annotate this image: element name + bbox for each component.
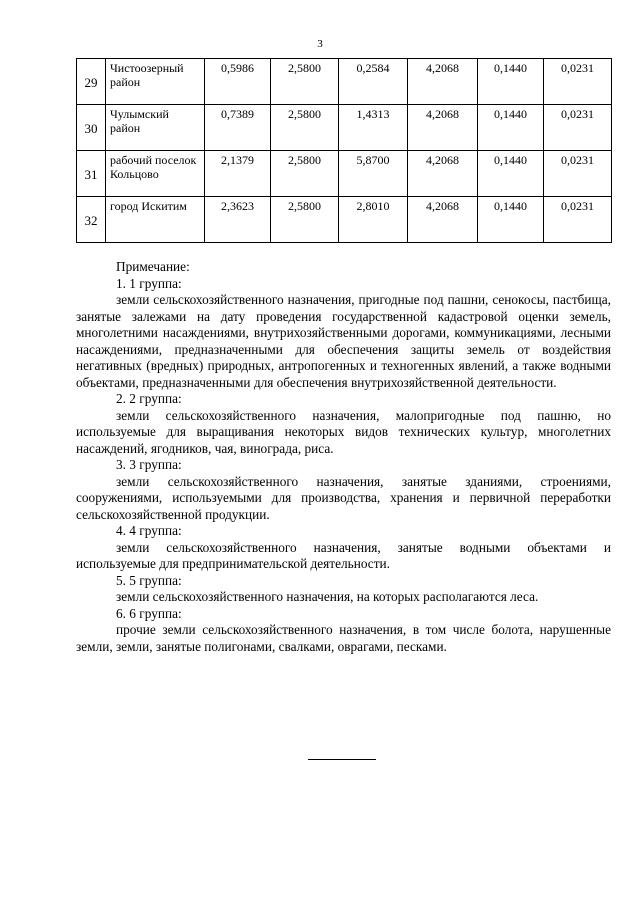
table-cell: 5,8700 — [339, 151, 408, 197]
row-number: 31 — [77, 151, 106, 197]
group-description: земли сельскохозяйственного назначения, занятые водными объектами и используемые для предпринимательской деятельности. — [76, 539, 611, 571]
table-cell: 0,1440 — [478, 197, 544, 243]
table-cell: 0,1440 — [478, 105, 544, 151]
notes-section — [76, 259, 611, 655]
group-heading: 6. 6 группа: — [116, 605, 182, 621]
table-cell: 0,5986 — [205, 59, 271, 105]
table-row — [77, 197, 612, 243]
table-cell: 2,5800 — [271, 197, 339, 243]
row-number: 29 — [77, 59, 106, 105]
end-divider — [308, 759, 376, 760]
group-heading: 1. 1 группа: — [116, 275, 182, 291]
table-cell: 0,7389 — [205, 105, 271, 151]
table-cell: 0,0231 — [544, 197, 612, 243]
row-number: 30 — [77, 105, 106, 151]
group-description: земли сельскохозяйственного назначения, занятые зданиями, строениями, сооружениями, используемыми для производства, хранения и первичной переработки сельскохозяйственной продукции. — [76, 473, 611, 522]
table-cell: 2,5800 — [271, 105, 339, 151]
table-cell: 0,1440 — [478, 59, 544, 105]
group-description: земли сельскохозяйственного назначения, на которых располагаются леса. — [116, 589, 539, 604]
table-cell: 1,4313 — [339, 105, 408, 151]
table-cell: 0,2584 — [339, 59, 408, 105]
table-cell: 4,2068 — [408, 105, 478, 151]
group-heading: 5. 5 группа: — [116, 572, 182, 588]
coefficients-table — [76, 58, 612, 243]
table-cell: 0,0231 — [544, 59, 612, 105]
group-description: земли сельскохозяйственного назначения, пригодные под пашни, сенокосы, пастбища, занятые залежами на дату проведения государственной кадастровой оценки земель, многолетними насаждениями, внутрихозяйственными дорогами, коммуникациями, лесными насаждениями, предназначенными для обеспечения защиты земель от воздействия негативных (вредных) природных, антропогенных и техногенных явлений, а также водными объектами, предназначенными для обеспечения внутрихозяйственной деятельности. — [76, 292, 611, 390]
table-row — [77, 59, 612, 105]
group-heading: 4. 4 группа: — [116, 523, 182, 538]
table-cell: 4,2068 — [408, 197, 478, 243]
page-number: 3 — [317, 38, 323, 50]
table-cell: 2,5800 — [271, 59, 339, 105]
table-cell: 4,2068 — [408, 59, 478, 105]
table-cell: 4,2068 — [408, 151, 478, 197]
table-cell: 2,5800 — [271, 151, 339, 197]
table-cell: 2,8010 — [339, 197, 408, 243]
table-cell: 0,0231 — [544, 105, 612, 151]
table-cell: 0,1440 — [478, 151, 544, 197]
table-row — [77, 151, 612, 197]
municipality-name: Чулымский район — [106, 105, 205, 151]
row-number: 32 — [77, 197, 106, 243]
group-description: земли сельскохозяйственного назначения, малопригодные под пашню, но используемые для выращивания некоторых видов технических культур, многолетних насаждений, ягодников, чая, винограда, риса. — [76, 407, 611, 456]
group-heading: 2. 2 группа: — [116, 391, 182, 406]
table-cell: 2,3623 — [205, 197, 271, 243]
group-heading: 3. 3 группа: — [116, 457, 182, 472]
table-row — [77, 105, 612, 151]
notes-title: Примечание: — [116, 259, 190, 274]
municipality-name: город Искитим — [106, 197, 205, 243]
group-description: прочие земли сельскохозяйственного назначения, в том числе болота, нарушенные земли, земли, занятые полигонами, свалками, оврагами, песками. — [76, 622, 611, 654]
table-cell: 2,1379 — [205, 151, 271, 197]
table-cell: 0,0231 — [544, 151, 612, 197]
municipality-name: Чистоозерный район — [106, 59, 205, 105]
municipality-name: рабочий поселок Кольцово — [106, 151, 205, 197]
